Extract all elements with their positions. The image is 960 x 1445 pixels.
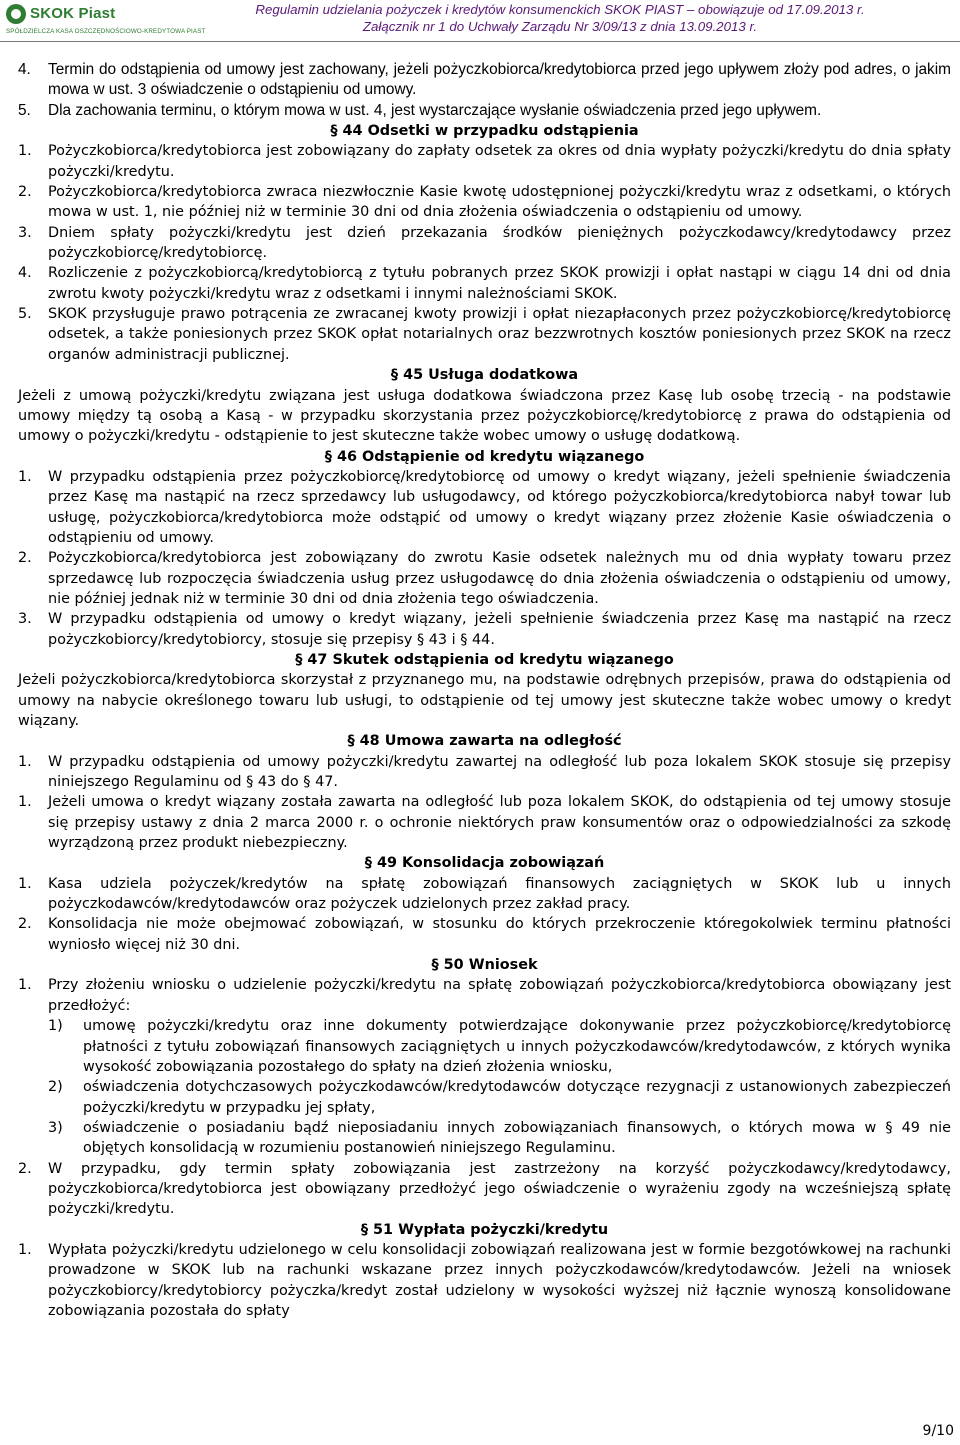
sub-list-item xyxy=(48,1016,951,1077)
section-heading-45: § 45 Usługa dodatkowa xyxy=(390,367,579,384)
item-text: Wypłata pożyczki/kredytu udzielonego w celu konsolidacji zobowiązań realizowana jest w formie bezgotówkowej na rachunki prowadzone w SKOK lub na rachunki wskazane przez innych pożyczkodawców/kredytodawców. Jeżeli na wniosek pożyczkobiorcy/kredytobiorcy pożyczka/kredyt został udzielony w wysokości wyższej niż łącznie wynoszą konsolidowane zobowiązania pozostała do spłaty xyxy=(48,1241,951,1319)
item-text: Termin do odstąpienia od umowy jest zachowany, jeżeli pożyczkobiorca/kredytobiorca przed jego upływem złoży pod adres, o jakim mowa w ust. 3 oświadczenie o odstąpieniu od umowy. xyxy=(48,61,951,99)
header-line-2: Załącznik nr 1 do Uchwały Zarządu Nr 3/09/13 z dnia 13.09.2013 r. xyxy=(362,19,758,34)
sub-item-text: umowę pożyczki/kredytu oraz inne dokumenty potwierdzające dokonywanie przez pożyczkobiorcę/kredytobiorcę płatności z tytułu zobowiązań finansowych zaciągniętych u innych pożyczkodawców/kredytodawców, z których wynika wysokość zobowiązania pozostałego do spłaty na dzień złożenia wniosku, xyxy=(83,1018,951,1075)
header-line-1: Regulamin udzielania pożyczek i kredytów konsumenckich SKOK PIAST – obowiązuje od 17.09.2013 r. xyxy=(255,2,865,17)
item-number: 5. xyxy=(18,101,31,119)
logo-mark-icon xyxy=(6,4,26,24)
item-number: 1. xyxy=(18,1241,32,1258)
intro-section xyxy=(18,60,951,121)
sub-list-item xyxy=(48,1077,951,1118)
list-item xyxy=(18,304,951,365)
item-text: Pożyczkobiorca/kredytobiorca jest zobowiązany do zwrotu Kasie odsetek należnych mu od dnia wypłaty towaru przez sprzedawcę lub rozpoczęcia świadczenia usług przez usługodawcę do dnia złożenia oświadczenia o odstąpieniu od umowy, nie później jednak niż w terminie 30 dni od dnia złożenia tego oświadczenia. xyxy=(48,550,951,607)
item-number: 2. xyxy=(18,1160,32,1177)
list-item xyxy=(18,223,951,264)
logo-name: SKOK Piast xyxy=(30,5,116,22)
item-number: 1. xyxy=(18,875,32,892)
section-heading-50: § 50 Wniosek xyxy=(431,957,538,974)
item-number: 3. xyxy=(18,224,32,241)
item-text: Jeżeli umowa o kredyt wiązany została zawarta na odległość lub poza lokalem SKOK, do odstąpienia od tej umowy stosuje się przepisy ustawy z dnia 2 marca 2000 r. o ochronie niektórych praw konsumentów oraz o odpowiedzialności za szkodę wyrządzoną przez produkt niebezpieczny. xyxy=(48,794,951,852)
list-item xyxy=(18,1159,951,1220)
list-item xyxy=(18,263,951,304)
list-item xyxy=(18,752,951,793)
item-number: 2. xyxy=(18,184,32,201)
item-text: SKOK przysługuje prawo potrącenia ze zwracanej kwoty prowizji i opłat niezapłaconych przez pożyczkobiorcę/kredytobiorcę odsetek, a także poniesionych przez SKOK opłat notarialnych oraz bezzwrotnych kosztów poniesionych przez SKOK na rzecz organów administracji publicznej. xyxy=(48,306,951,363)
page-header xyxy=(0,0,960,42)
item-number: 1. xyxy=(18,468,32,485)
logo-subtitle: SPÓŁDZIELCZA KASA OSZCZĘDNOŚCIOWO-KREDYTOWA PIAST xyxy=(6,28,206,35)
list-item xyxy=(18,141,951,182)
item-text: W przypadku odstąpienia od umowy pożyczki/kredytu zawartej na odległość lub poza lokalem SKOK stosuje się przepisy niniejszego Regulaminu od § 43 do § 47. xyxy=(48,753,951,791)
item-text: Dniem spłaty pożyczki/kredytu jest dzień przekazania środków pieniężnych pożyczkodawcy/kredytodawcy przez pożyczkobiorcę/kredytobiorcę. xyxy=(48,224,951,262)
item-number: 3. xyxy=(18,611,32,628)
list-item xyxy=(18,182,951,223)
item-text: Rozliczenie z pożyczkobiorcą/kredytobiorcą z tytułu pobranych przez SKOK prowizji i opłat nastąpi w ciągu 14 dni od dnia zwrotu kwoty pożyczki/kredytu wraz z odsetkami i innymi należnościami SKOK. xyxy=(48,265,951,302)
paragraph: Jeżeli pożyczkobiorca/kredytobiorca skorzystał z przyznanego mu, na podstawie odrębnych przepisów, prawa do odstąpienia od umowy na nabycie określonego towaru lub usługi, to odstąpienie od tej umowy jest skuteczne także wobec umowy o kredyt wiązany. xyxy=(18,672,951,729)
item-text: Konsolidacja nie może obejmować zobowiązań, w stosunku do których przekroczenie któregokolwiek terminu płatności wyniosło więcej niż 30 dni. xyxy=(48,916,951,953)
list-item xyxy=(18,548,951,609)
sub-item-number: 3) xyxy=(48,1119,63,1136)
skok-logo xyxy=(6,4,206,38)
section-heading-47: § 47 Skutek odstąpienia od kredytu wiązanego xyxy=(295,651,674,668)
item-number: 4. xyxy=(18,265,32,282)
item-number: 2. xyxy=(18,550,32,567)
sub-item-number: 1) xyxy=(48,1018,63,1035)
list-item xyxy=(18,1240,951,1321)
list-item xyxy=(18,914,951,955)
list-item xyxy=(18,60,951,101)
sub-list-item xyxy=(48,1118,951,1159)
item-text: Kasa udziela pożyczek/kredytów na spłatę zobowiązań finansowych zaciągniętych w SKOK lub u innych pożyczkodawców/kredytodawców oraz pożyczek udzielonych przez zakład pracy. xyxy=(48,875,951,913)
list-item xyxy=(18,467,951,548)
item-number: 1. xyxy=(18,977,32,994)
item-text: Przy złożeniu wniosku o udzielenie pożyczki/kredytu na spłatę zobowiązań pożyczkobiorca/kredytobiorca obowiązany jest przedłożyć: xyxy=(48,977,951,1014)
list-item xyxy=(18,975,951,1016)
item-text: Pożyczkobiorca/kredytobiorca jest zobowiązany do zapłaty odsetek za okres od dnia wypłaty pożyczki/kredytu do dnia spłaty pożyczki/kredytu. xyxy=(48,143,951,180)
document-body xyxy=(18,60,951,1321)
section-heading-49: § 49 Konsolidacja zobowiązań xyxy=(364,855,605,872)
section-heading-51: § 51 Wypłata pożyczki/kredytu xyxy=(360,1221,609,1238)
item-number: 5. xyxy=(18,306,32,323)
item-number: 2. xyxy=(18,916,32,933)
item-text: Pożyczkobiorca/kredytobiorca zwraca niezwłocznie Kasie kwotę udostępnionej pożyczki/kredytu wraz z odsetkami, o których mowa w ust. 1, nie później niż w terminie 30 dni od dnia złożenia oświadczenia o odstąpieniu od umowy. xyxy=(48,184,951,221)
section-heading-46: § 46 Odstąpienie od kredytu wiązanego xyxy=(324,448,645,465)
item-text: W przypadku odstąpienia od umowy o kredyt wiązany, jeżeli spełnienie świadczenia przez Kasę ma nastąpić na rzecz pożyczkobiorcy/kredytobiorcy, stosuje się przepisy § 43 i § 44. xyxy=(48,611,951,648)
item-text: Dla zachowania terminu, o którym mowa w ust. 4, jest wystarczające wysłanie oświadczenia przed jego upływem. xyxy=(48,101,822,119)
section-heading-44: § 44 Odsetki w przypadku odstąpienia xyxy=(330,123,639,140)
sub-item-text: oświadczenia dotychczasowych pożyczkodawców/kredytodawców dotyczące rezygnacji z ustanowionych zabezpieczeń pożyczki/kredytu w przypadku jej spłaty, xyxy=(83,1079,951,1116)
sub-item-number: 2) xyxy=(48,1079,63,1096)
list-item xyxy=(18,792,951,853)
page-number: 9/10 xyxy=(922,1423,954,1439)
item-number: 1. xyxy=(18,143,32,160)
item-number: 1. xyxy=(18,794,32,811)
list-item xyxy=(18,101,951,121)
item-number: 4. xyxy=(18,61,31,78)
item-text: W przypadku odstąpienia przez pożyczkobiorcę/kredytobiorcę od umowy o kredyt wiązany, jeżeli spełnienie świadczenia przez Kasę ma nastąpić na rzecz sprzedawcy lub usługodawcy, od którego pożyczkobiorca/kredytobiorca nabył towar lub usługę, pożyczkobiorca/kredytobiorca może odstąpić od umowy o kredyt wiązany przez złożenie Kasie oświadczenia o odstąpieniu od umowy. xyxy=(48,468,951,546)
list-item xyxy=(18,874,951,915)
sub-item-text: oświadczenie o posiadaniu bądź nieposiadaniu innych zobowiązaniach finansowych, o których mowa w § 49 nie objętych konsolidacją w rozumieniu postanowień niniejszego Regulaminu. xyxy=(83,1119,951,1157)
list-item xyxy=(18,609,951,650)
section-heading-48: § 48 Umowa zawarta na odległość xyxy=(347,733,622,750)
paragraph: Jeżeli z umową pożyczki/kredytu związana jest usługa dodatkowa świadczona przez Kasę lub osobę trzecią - na podstawie umowy między tą osobą a Kasą - w przypadku skorzystania przez pożyczkobiorcę/kredytobiorcę z prawa do odstąpienia od umowy o pożyczki/kredytu - odstąpienie to jest skuteczne także wobec umowy o usługę dodatkową. xyxy=(18,387,951,445)
header-divider xyxy=(0,41,960,42)
item-text: W przypadku, gdy termin spłaty zobowiązania jest zastrzeżony na korzyść pożyczkodawcy/kredytodawcy, pożyczkobiorca/kredytobiorca jest obowiązany przedłożyć jego oświadczenie o wyrażeniu zgody na wcześniejszą spłatę pożyczki/kredytu. xyxy=(48,1160,951,1218)
header-text xyxy=(165,1,955,35)
item-number: 1. xyxy=(18,753,32,770)
